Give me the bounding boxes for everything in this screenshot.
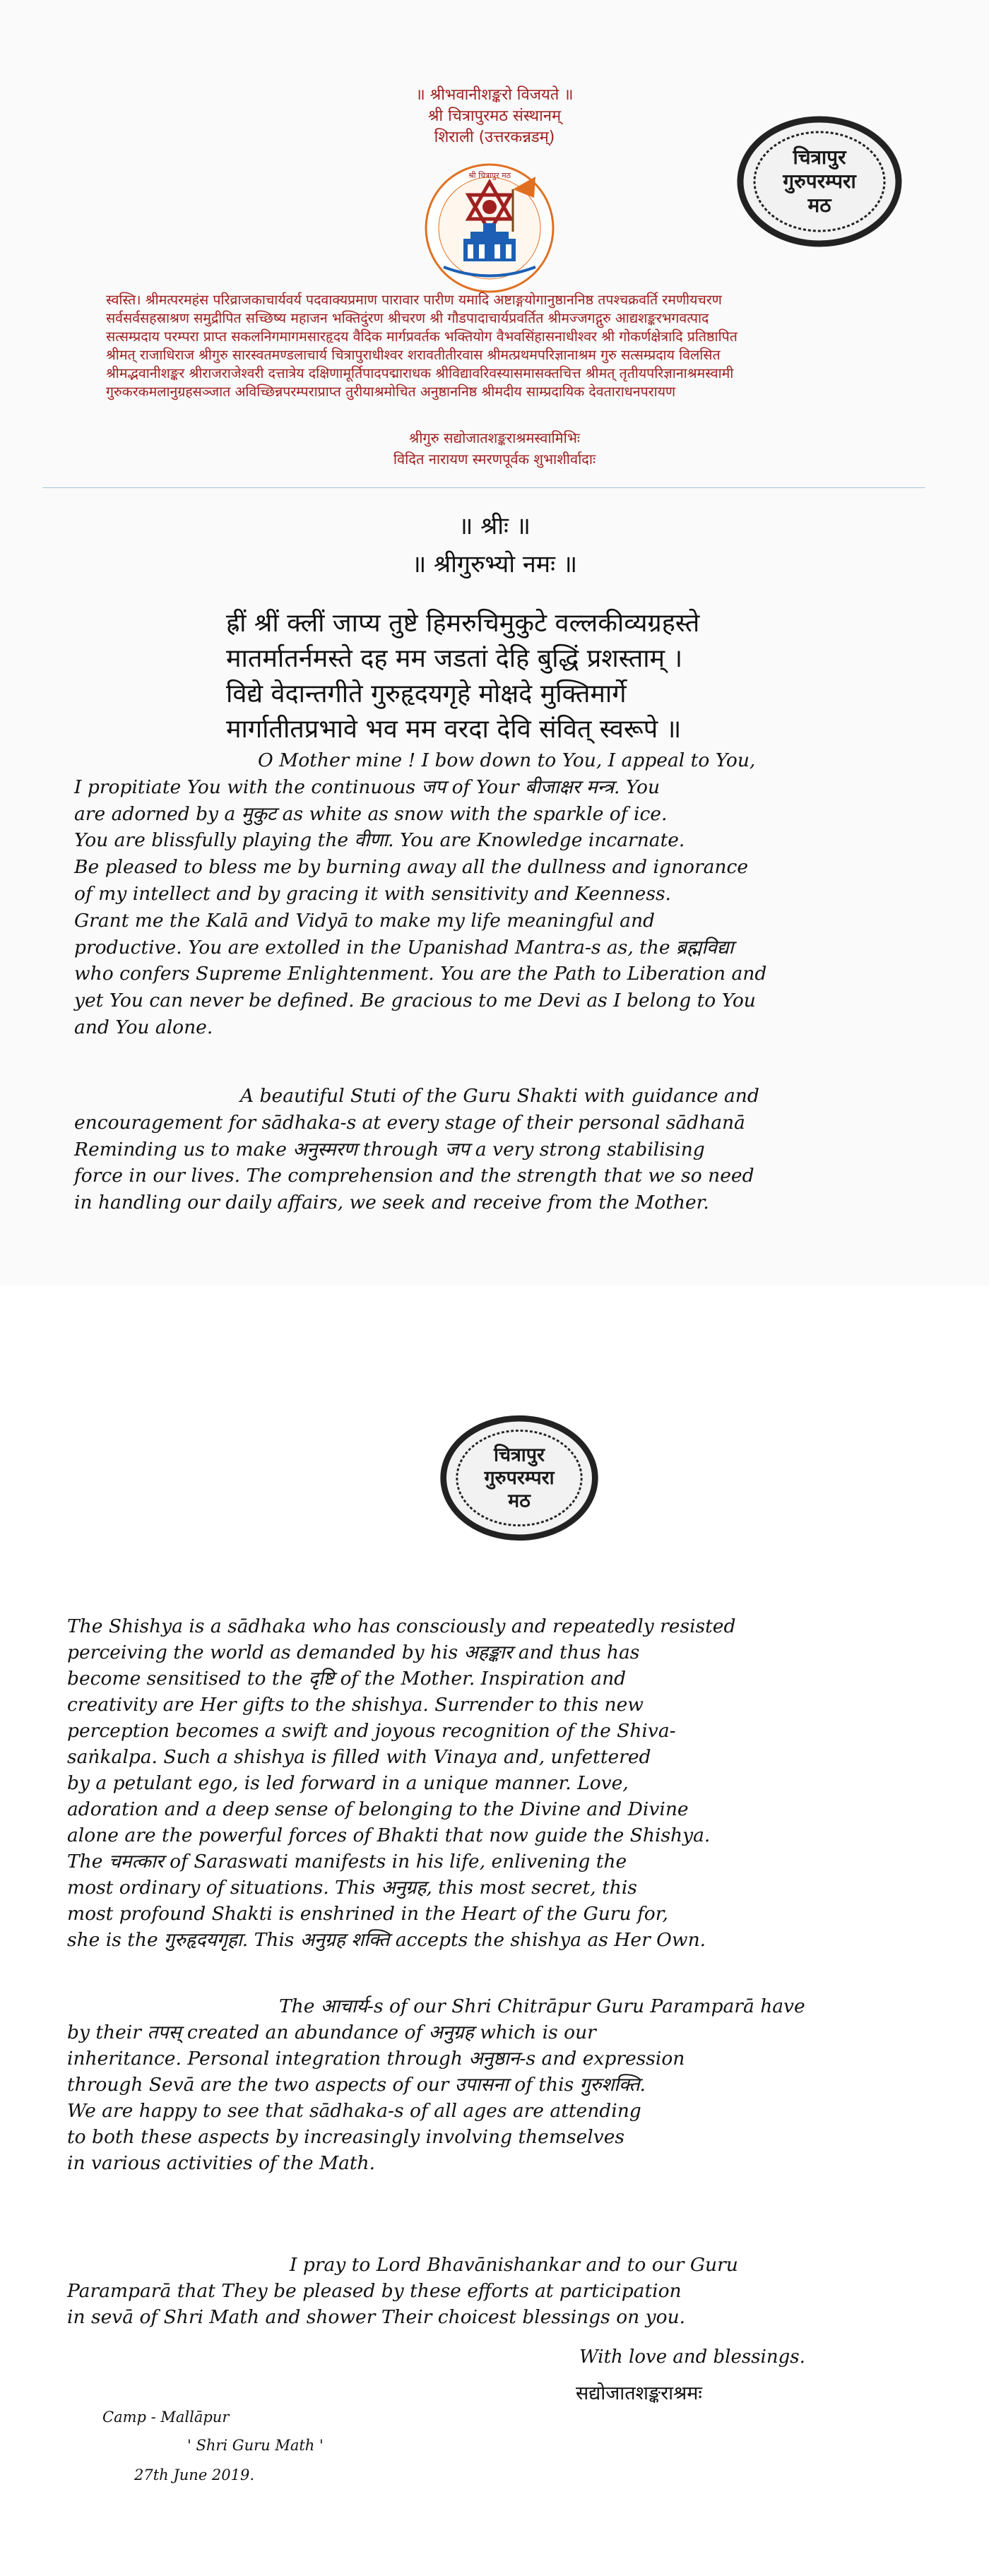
translation-paragraph bbox=[74, 747, 943, 1041]
paragraph-line: O Mother mine ! I bow down to You, I appeal to You, bbox=[258, 749, 756, 771]
seal-stamp-icon bbox=[735, 114, 904, 249]
paragraph-line: become sensitised to the दृष्टि of the Mother. Inspiration and bbox=[67, 1668, 627, 1690]
svg-text:गुरुपरम्परा: गुरुपरम्परा bbox=[484, 1467, 555, 1490]
paragraph-line: creativity are Her gifts to the shishya. Surrender to this new bbox=[67, 1694, 644, 1716]
paragraph-line: We are happy to see that sādhaka-s of all ages are attending bbox=[67, 2100, 641, 2122]
paragraph-line: You are blissfully playing the वीणा. You are Knowledge incarnate. bbox=[74, 829, 685, 852]
shishya-paragraph bbox=[67, 1613, 950, 1953]
paragraph-line: Grant me the Kalā and Vidyā to make my life meaningful and bbox=[74, 909, 655, 932]
guru-invocation: ॥ श्रीगुरुभ्यो नमः ॥ bbox=[411, 550, 578, 578]
seal-stamp-icon bbox=[438, 1413, 600, 1543]
paragraph-line: in handling our daily affairs, we seek and receive from the Mother. bbox=[74, 1192, 709, 1214]
titles-line: श्रीमद्भवानीशङ्कर श्रीराजराजेश्वरी दत्तात्रेय दक्षिणामूर्तिपादपद्माराधक श्रीविद्यावरिवस्यासमासक्तचित्त श्रीमत् तृतीयपरिज्ञानाश्रमस्वामी bbox=[106, 365, 734, 381]
paragraph-line: most ordinary of situations. This अनुग्रह, this most secret, this bbox=[67, 1877, 637, 1899]
paragraph-line: saṅkalpa. Such a shishya is filled with Vinaya and, unfettered bbox=[67, 1746, 651, 1768]
paragraph-line: of my intellect and by gracing it with sensitivity and Keenness. bbox=[74, 882, 671, 905]
paragraph-line: Be pleased to bless me by burning away all the dullness and ignorance bbox=[74, 856, 749, 879]
signature: सद्योजातशङ्कराश्रमः bbox=[576, 2382, 702, 2404]
paragraph-line: adoration and a deep sense of belonging to the Divine and Divine bbox=[67, 1798, 689, 1820]
titles-line: सत्सम्प्रदाय परम्परा प्राप्त सकलनिगमागमसारहृदय वैदिक मार्गप्रवर्तक भक्तियोग वैभवसिंहासनाधीश्वर श्री गोकर्णक्षेत्रादि प्रतिष्ठापित bbox=[106, 328, 738, 345]
paragraph-line: who confers Supreme Enlightenment. You are the Path to Liberation and bbox=[74, 963, 767, 985]
paragraph-line: The चमत्कार of Saraswati manifests in his life, enlivening the bbox=[67, 1851, 627, 1872]
sloka-line: ह्रीं श्रीं क्लीं जाप्य तुष्टे हिमरुचिमुकुटे वल्लकीव्यग्रहस्ते bbox=[226, 609, 700, 638]
letter-date: 27th June 2019. bbox=[134, 2467, 255, 2483]
paragraph-line: yet You can never be defined. Be gracious to me Devi as I belong to You bbox=[74, 990, 756, 1012]
prayer-paragraph bbox=[67, 2252, 950, 2330]
svg-text:मठ: मठ bbox=[807, 194, 831, 217]
paragraph-line: by their तपस् created an abundance of अनुग्रह which is our bbox=[67, 2022, 596, 2043]
paragraph-line: are adorned by a मुकुट as white as snow with the sparkle of ice. bbox=[74, 802, 668, 825]
paragraph-line: and You alone. bbox=[74, 1016, 213, 1038]
titles-line: स्वस्ति। श्रीमत्परमहंस परिव्राजकाचार्यवर्य पदवाक्यप्रमाण पारावार पारीण यमादि अष्टाङ्गयोगानुष्ठाननिष्ठ तपश्चक्रवर्ति रमणीयचरण bbox=[106, 292, 722, 308]
paragraph-line: in various activities of the Math. bbox=[67, 2152, 376, 2174]
parampara-paragraph bbox=[67, 1993, 950, 2176]
paragraph-line: Reminding us to make अनुस्मरण through जप a very strong stabilising bbox=[74, 1138, 705, 1161]
paragraph-line: A beautiful Stuti of the Guru Shakti with guidance and bbox=[240, 1085, 759, 1107]
paragraph-line: I pray to Lord Bhavānishankar and to our Guru bbox=[290, 2254, 738, 2276]
titles-line: गुरुकरकमलानुग्रहसञ्जात अविच्छिन्नपरम्पराप्राप्त तुरीयाश्रमोचित अनुष्ठाननिष्ठ श्रीमदीय साम्प्रदायिक देवताराधनपरायण bbox=[106, 384, 676, 400]
paragraph-line: productive. You are extolled in the Upanishad Mantra-s as, the ब्रह्मविद्या bbox=[74, 936, 734, 958]
paragraph-line: The आचार्य-s of our Shri Chitrāpur Guru Paramparā have bbox=[279, 1995, 805, 2017]
paragraph-line: by a petulant ego, is led forward in a unique manner. Love, bbox=[67, 1772, 629, 1794]
paragraph-line: most profound Shakti is enshrined in the Heart of the Guru for, bbox=[67, 1903, 668, 1925]
paragraph-line: perceiving the world as demanded by his अहङ्कार and thus has bbox=[67, 1642, 640, 1663]
titles-line: श्रीमत् राजाधिराज श्रीगुरु सारस्वतमण्डलाचार्य चित्रापुराधीश्वर शरावतीतीरवास श्रीमत्प्रथमपरिज्ञानाश्रम गुरु सत्सम्प्रदाय विलसित bbox=[106, 347, 721, 363]
paragraph-line: inheritance. Personal integration through अनुष्ठान-s and expression bbox=[67, 2048, 685, 2070]
sanskrit-sloka bbox=[226, 606, 862, 747]
paragraph-line: The Shishya is a sādhaka who has consciously and repeatedly resisted bbox=[67, 1615, 736, 1637]
svg-text:चित्रापुर: चित्रापुर bbox=[793, 146, 846, 169]
titles-line: सर्वसर्वसहस्राश्रण समुद्रीपित सच्छिष्य महाजन भक्तिदुंरण श्रीचरण श्री गौडपादाचार्यप्रवर्तित श्रीमज्जगद्गुरु आद्यशङ्करभगवत्पाद bbox=[106, 310, 709, 326]
svg-text:गुरुपरम्परा: गुरुपरम्परा bbox=[783, 170, 856, 193]
paragraph-line: encouragement for sādhaka-s at every stage of their personal sādhanā bbox=[74, 1111, 745, 1134]
paragraph-line: force in our lives. The comprehension and the strength that we so need bbox=[74, 1165, 754, 1187]
paragraph-line: in sevā of Shri Math and shower Their choicest blessings on you. bbox=[67, 2306, 686, 2328]
letterhead-divider bbox=[42, 487, 925, 488]
paragraph-line: through Sevā are the two aspects of our उपासना of this गुरुशक्ति. bbox=[67, 2074, 646, 2096]
paragraph-line: Paramparā that They be pleased by these efforts at participation bbox=[67, 2280, 682, 2302]
greeting-line-2: विदित नारायण स्मरणपूर्वक शुभाशीर्वादाः bbox=[393, 451, 596, 468]
paragraph-line: alone are the powerful forces of Bhakti that now guide the Shishya. bbox=[67, 1824, 711, 1846]
paragraph-line: to both these aspects by increasingly involving themselves bbox=[67, 2126, 624, 2148]
math-logo-icon bbox=[422, 161, 557, 295]
greeting-line-1: श्रीगुरु सद्योजातशङ्कराश्रमस्वामिभिः bbox=[409, 429, 580, 446]
pontiff-titles bbox=[106, 291, 883, 401]
paragraph-line: perception becomes a swift and joyous recognition of the Shiva- bbox=[67, 1720, 676, 1742]
shri-heading: ॥ श्रीः ॥ bbox=[458, 512, 531, 540]
svg-text:मठ: मठ bbox=[508, 1490, 531, 1512]
svg-text:चित्रापुर: चित्रापुर bbox=[494, 1444, 545, 1466]
paragraph-line: she is the गुरुहृदयगृहा. This अनुग्रह शक्ति accepts the shishya as Her Own. bbox=[67, 1929, 706, 1951]
invocation-line: ॥ श्रीभवानीशङ्करो विजयते ॥ bbox=[415, 86, 574, 104]
sloka-line: मार्गातीतप्रभावे भव मम वरदा देवि संवित् स्वरूपे ॥ bbox=[226, 715, 682, 744]
sloka-line: मातर्मातर्नमस्ते दह मम जडतां देहि बुद्धिं प्रशस्ताम् । bbox=[226, 644, 683, 673]
logo-caption: श्री चित्रापुर मठ bbox=[468, 171, 511, 180]
paragraph-line: I propitiate You with the continuous जप of Your बीजाक्षर मन्त्र. You bbox=[74, 776, 661, 798]
institution-location: शिराली (उत्तरकन्नडम्) bbox=[434, 129, 555, 146]
place-camp: Camp - Mallāpur bbox=[102, 2409, 230, 2426]
closing-line: With love and blessings. bbox=[579, 2346, 805, 2368]
place-math: ' Shri Guru Math ' bbox=[187, 2437, 324, 2454]
commentary-paragraph bbox=[74, 1083, 943, 1216]
sloka-line: विद्ये वेदान्तगीते गुरुहृदयगृहे मोक्षदे मुक्तिमार्गे bbox=[226, 679, 627, 708]
institution-name: श्री चित्रापुरमठ संस्थानम् bbox=[427, 107, 562, 125]
